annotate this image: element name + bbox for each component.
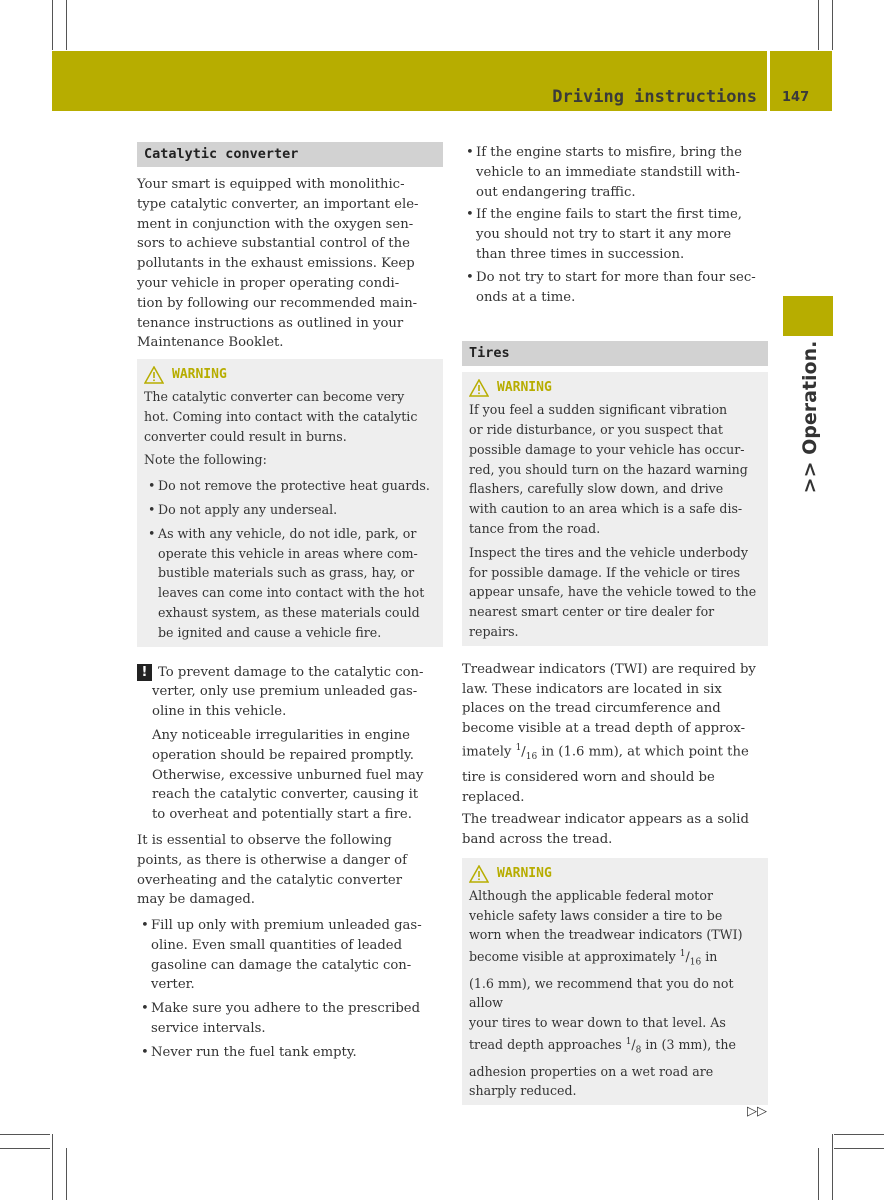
warning-triangle-icon: [469, 865, 489, 883]
crop-mark: [834, 1134, 884, 1135]
warning-box-tires: WARNING If you feel a sudden significant vibration or ride disturbance, or you suspect that possible damage to your vehicle has occur- red, you should turn on the hazard warning flashers, carefully slow down, and drive with caution to an area which is a safe dis- tance from the road. Inspect the tires and the vehicle underbody for possible damage. If the vehicle or tires appear unsafe, have the vehicle towed to the nearest smart center or tire dealer for repairs.: [462, 372, 768, 645]
warning-triangle-icon: [469, 379, 489, 397]
crop-mark: [52, 1134, 53, 1200]
page-number-box: [770, 51, 832, 111]
warning-box-catalytic: WARNING The catalytic converter can become very hot. Coming into contact with the catalytic converter could result in burns. Note the following: • Do not remove the protective heat guards. • Do not apply any underseal. • As with any vehicle, do not idle, park, or operate this vehicle in areas where com- bustible materials such as grass, hay, or leaves can come into contact with the hot exhaust system, as these materials could be ignited and cause a vehicle fire.: [137, 359, 443, 646]
crop-mark: [818, 1148, 819, 1200]
warning-label: WARNING: [497, 380, 552, 396]
list-item: • Fill up only with premium unleaded gas- oline. Even small quantities of leaded gasoline can damage the catalytic con- verter.: [137, 916, 443, 995]
warning-box-treadwear: WARNING Although the applicable federal motor vehicle safety laws consider a tire to be worn when the treadwear indicators (TWI) become visible at approximately $^1/_{16}$ in (1.6 mm), we recommend that you do not allow your tires to wear down to that level. As tread depth approaches $^1/_8$ in (3 mm), the adhesion properties on a wet road are sharply reduced.: [462, 858, 768, 1105]
header-bar: [52, 51, 767, 111]
list-item: • Do not remove the protective heat guards.: [144, 476, 436, 496]
essential-paragraph: It is essential to observe the following points, as there is otherwise a danger of overheating and the catalytic converter may be damaged.: [137, 832, 407, 908]
intro-paragraph: Your smart is equipped with monolithic- type catalytic converter, an important ele- ment in conjunction with the oxygen sen- sors to achieve substantial control of the pollutants in the exhaust emissions. Keep your vehicle in proper operating condi- tion by following our recommended main- tenance instructions as outlined in your Maintenance Booklet.: [137, 177, 419, 351]
warning-triangle-icon: [144, 366, 164, 384]
crop-mark: [66, 0, 67, 50]
warning-label: WARNING: [172, 367, 227, 383]
section-heading-tires: Tires: [462, 341, 768, 366]
list-item: • Do not try to start for more than four sec- onds at a time.: [462, 268, 768, 308]
crop-mark: [832, 1134, 833, 1200]
side-tab-label: [795, 342, 825, 492]
crop-mark: [832, 0, 833, 50]
warning-label: WARNING: [497, 865, 552, 881]
crop-mark: [834, 1148, 884, 1149]
list-item: • If the engine fails to start the first time, you should not try to start it any more than three times in succession.: [462, 205, 768, 264]
list-item: • Never run the fuel tank empty.: [137, 1043, 443, 1063]
twi-paragraph: Treadwear indicators (TWI) are required by law. These indicators are located in six places on the tread circumference and become visible at a tread depth of approx- imately $^1/_{16}$ in (1.6 mm), at which point the tire is considered worn and should be replaced.: [462, 661, 756, 805]
exclamation-icon: !: [137, 664, 152, 681]
warning-note: Note the following:: [144, 452, 267, 468]
crop-mark: [818, 0, 819, 50]
header-title: Driving instructions: [552, 87, 757, 107]
crop-mark: [0, 1148, 50, 1149]
continue-arrows-icon: ▷▷: [747, 1104, 767, 1119]
side-tab-text: >> Operation.: [799, 340, 821, 494]
crop-mark: [66, 1148, 67, 1200]
page-number: 147: [782, 90, 810, 105]
side-tab-marker: [783, 296, 833, 336]
left-column: [137, 142, 443, 1063]
crop-mark: [0, 1134, 50, 1135]
list-item: • As with any vehicle, do not idle, park, or operate this vehicle in areas where com- bustible materials such as grass, hay, or leaves can come into contact with the hot exhaust system, as these materials could be ignited and cause a vehicle fire.: [144, 524, 436, 643]
band-paragraph: The treadwear indicator appears as a solid band across the tread.: [462, 812, 749, 848]
list-item: • Make sure you adhere to the prescribed service intervals.: [137, 999, 443, 1039]
section-heading-catalytic: Catalytic converter: [137, 142, 443, 167]
crop-mark: [52, 0, 53, 50]
list-item: • If the engine starts to misfire, bring the vehicle to an immediate standstill with- out endangering traffic.: [462, 143, 768, 202]
list-item: • Do not apply any underseal.: [144, 500, 436, 520]
notice-block: ! To prevent damage to the catalytic con- verter, only use premium unleaded gas- oline in this vehicle. Any noticeable irregularities in engine operation should be repaired promptly. Otherwise, excessive unburned fuel may reach the catalytic converter, causing it to overheat and potentially start a fire.: [137, 663, 443, 825]
right-column: [462, 143, 768, 1105]
